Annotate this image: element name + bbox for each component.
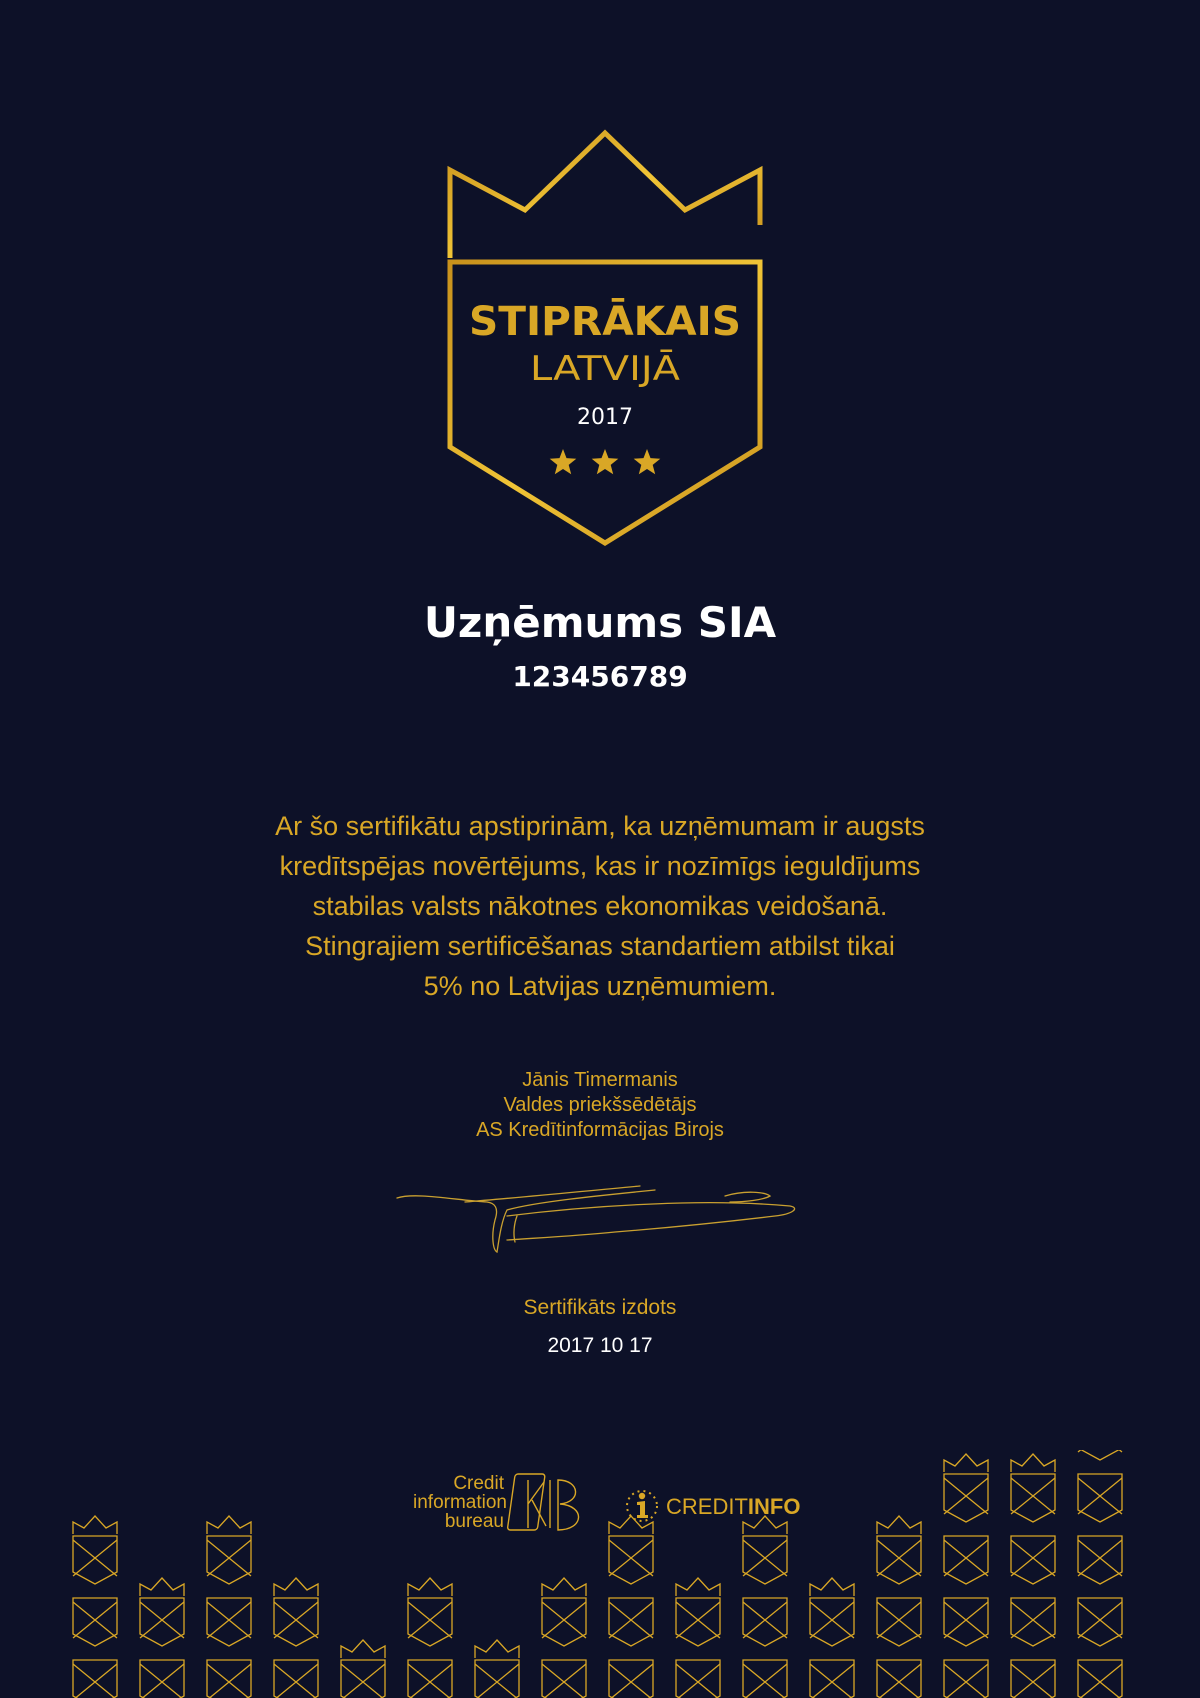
stiprakais-latvija-badge [440, 125, 770, 550]
mini-badge-column [542, 1578, 586, 1698]
star-icon [592, 449, 619, 474]
handwritten-signature [395, 1180, 825, 1260]
statement-line: Ar šo sertifikātu apstiprinām, ka uzņēmumam ir augsts [275, 811, 925, 841]
mini-badge-column [207, 1516, 251, 1698]
statement-line: Stingrajiem sertificēšanas standartiem atbilst tikai [305, 931, 895, 961]
mini-badge-column [341, 1640, 385, 1698]
statement-line: kredītspējas novērtējums, kas ir nozīmīgs ieguldījums [279, 851, 921, 881]
svg-text:information: information [413, 1492, 507, 1513]
mini-badge-column [810, 1578, 854, 1698]
mini-badge-column [877, 1516, 921, 1698]
mini-badge-column [1078, 1450, 1122, 1698]
badge-title: STIPRĀKAIS [469, 299, 737, 345]
mini-badge-column [609, 1516, 653, 1698]
mini-badge-column [140, 1578, 184, 1698]
svg-text:CREDITINFO: CREDITINFO [666, 1494, 801, 1519]
signer-block [0, 1068, 1200, 1143]
star-icon [550, 449, 577, 474]
badge-subtitle: LATVIJĀ [530, 349, 680, 389]
signer-company: AS Kredītinformācijas Birojs [476, 1119, 724, 1141]
badge-year: 2017 [577, 405, 633, 430]
mini-badge-column [274, 1578, 318, 1698]
mini-badge-column [408, 1578, 452, 1698]
issued-label: Sertifikāts izdots [523, 1296, 677, 1319]
certificate-statement [0, 806, 1200, 1006]
svg-text:Credit: Credit [453, 1473, 504, 1494]
mini-badge-column [743, 1516, 787, 1698]
mini-badge-column [944, 1454, 988, 1698]
crown-outline-icon [450, 133, 760, 258]
registration-number: 123456789 [512, 660, 688, 693]
issued-date: 2017 10 17 [547, 1334, 653, 1357]
mini-badge-column [676, 1578, 720, 1698]
mini-badge-column [1011, 1454, 1055, 1698]
company-name: Uzņēmums SIA [423, 598, 777, 647]
statement-line: stabilas valsts nākotnes ekonomikas veidošanā. [312, 891, 888, 921]
mini-badge-column [73, 1516, 117, 1698]
decorative-badge-pattern [0, 1450, 1200, 1698]
badge-stars [550, 449, 661, 474]
star-icon [634, 449, 661, 474]
statement-line: 5% no Latvijas uzņēmumiem. [423, 971, 777, 1001]
mini-badge-column [475, 1640, 519, 1698]
svg-text:bureau: bureau [444, 1511, 504, 1532]
signer-title: Valdes priekšsēdētājs [503, 1094, 697, 1116]
signer-name: Jānis Timermanis [522, 1069, 678, 1091]
